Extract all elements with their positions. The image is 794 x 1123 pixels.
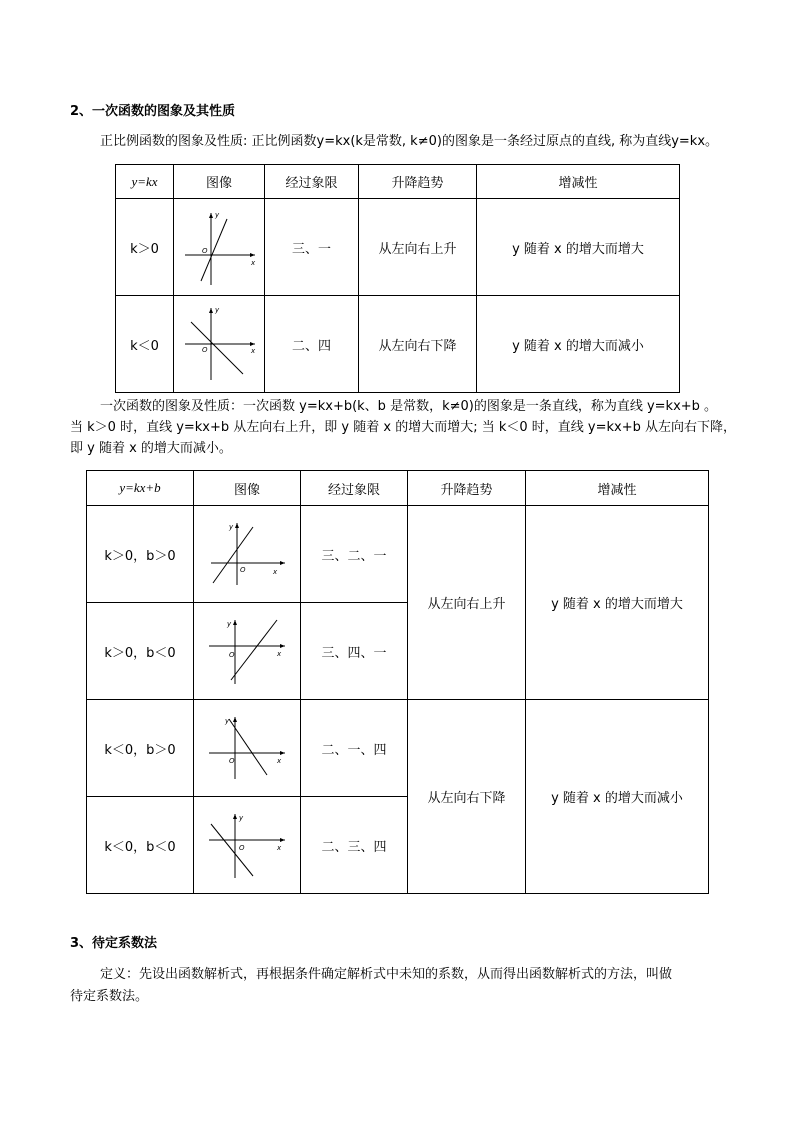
header-cell: 图像 <box>194 471 301 506</box>
y-axis-label: y <box>227 620 232 628</box>
quadrants-cell: 三、四、一 <box>301 603 408 700</box>
header-cell: y=kx+b <box>87 471 194 506</box>
header-cell: 增减性 <box>526 471 709 506</box>
linear-function-table <box>86 470 709 894</box>
monotonic-cell: y 随着 x 的增大而增大 <box>526 506 709 700</box>
x-axis-label: x <box>251 347 256 355</box>
origin-label: O <box>202 346 208 354</box>
condition-cell: k＞0，b＞0 <box>87 506 194 603</box>
proportional-function-paragraph: 正比例函数的图象及性质: 正比例函数y=kx(k是常数, k≠0)的图象是一条经过原点的直线, 称为直线y=kx。 <box>100 134 719 149</box>
monotonic-cell: y 随着 x 的增大而减小 <box>477 296 680 393</box>
y-axis-label: y <box>215 211 220 219</box>
origin-label: O <box>202 247 208 255</box>
monotonic-cell: y 随着 x 的增大而增大 <box>477 199 680 296</box>
x-axis-label: x <box>273 568 278 576</box>
condition-cell: k＜0，b＜0 <box>87 797 194 894</box>
origin-label: O <box>239 844 245 852</box>
graph-k-neg-b-neg <box>205 810 289 880</box>
condition-cell: k＞0，b＜0 <box>87 603 194 700</box>
graph-cell <box>194 506 301 603</box>
section-2-title: 2、一次函数的图象及其性质 <box>70 104 236 119</box>
graph-k-pos-b-neg <box>205 616 289 686</box>
quadrants-cell: 三、二、一 <box>301 506 408 603</box>
proportional-function-table <box>115 164 680 393</box>
header-cell: 图像 <box>174 165 265 199</box>
x-axis-label: x <box>251 259 256 267</box>
linear-function-paragraph-line1: 一次函数的图象及性质：一次函数 y=kx+b(k、b 是常数，k≠0)的图象是一条直线，称为直线 y=kx+b 。 <box>100 399 718 414</box>
header-cell: 升降趋势 <box>408 471 526 506</box>
y-axis-label: y <box>239 814 244 822</box>
linear-function-paragraph-line2: 当 k＞0 时，直线 y=kx+b 从左向右上升，即 y 随着 x 的增大而增大; 当 k＜0 时，直线 y=kx+b 从左向右下降， <box>70 420 736 435</box>
trend-cell: 从左向右上升 <box>408 506 526 700</box>
header-cell: 增减性 <box>477 165 680 199</box>
graph-cell <box>174 296 265 393</box>
header-cell: 经过象限 <box>265 165 359 199</box>
x-axis-label: x <box>277 844 282 852</box>
quadrants-cell: 二、三、四 <box>301 797 408 894</box>
quadrants-cell: 二、一、四 <box>301 700 408 797</box>
trend-cell: 从左向右下降 <box>408 700 526 894</box>
monotonic-cell: y 随着 x 的增大而减小 <box>526 700 709 894</box>
graph-cell <box>194 797 301 894</box>
condition-cell: k＞0 <box>116 199 174 296</box>
origin-label: O <box>229 651 235 659</box>
y-axis-label: y <box>229 523 234 531</box>
graph-k-neg-b-pos <box>205 713 289 783</box>
origin-label: O <box>240 566 246 574</box>
y-axis-label: y <box>225 717 230 725</box>
header-cell: 升降趋势 <box>359 165 477 199</box>
header-cell: 经过象限 <box>301 471 408 506</box>
graph-kx-positive <box>179 207 259 287</box>
section-3-title: 3、待定系数法 <box>70 936 158 951</box>
x-axis-label: x <box>277 650 282 658</box>
origin-label: O <box>229 757 235 765</box>
graph-kx-negative <box>179 304 259 384</box>
y-axis-label: y <box>215 306 220 314</box>
trend-cell: 从左向右上升 <box>359 199 477 296</box>
x-axis-label: x <box>277 757 282 765</box>
graph-k-pos-b-pos <box>205 519 289 589</box>
graph-cell <box>174 199 265 296</box>
trend-cell: 从左向右下降 <box>359 296 477 393</box>
quadrants-cell: 三、一 <box>265 199 359 296</box>
condition-cell: k＜0 <box>116 296 174 393</box>
condition-cell: k＜0，b＞0 <box>87 700 194 797</box>
definition-line2: 待定系数法。 <box>70 989 149 1004</box>
linear-function-paragraph-line3: 即 y 随着 x 的增大而减小。 <box>70 441 232 456</box>
quadrants-cell: 二、四 <box>265 296 359 393</box>
graph-cell <box>194 700 301 797</box>
header-cell: y=kx <box>116 165 174 199</box>
definition-line1: 定义：先设出函数解析式，再根据条件确定解析式中未知的系数，从而得出函数解析式的方法，叫做 <box>100 967 673 982</box>
graph-cell <box>194 603 301 700</box>
